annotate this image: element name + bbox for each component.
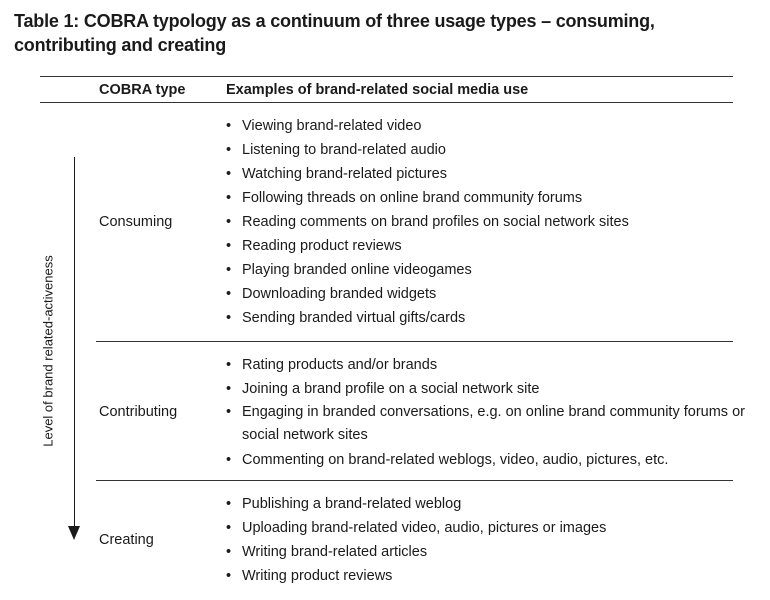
list-item: • Publishing a brand-related weblog — [226, 492, 746, 516]
bullet-icon: • — [226, 568, 232, 584]
bullet-icon: • — [226, 190, 232, 206]
arrow-down-icon — [68, 526, 80, 540]
list-item: • Joining a brand profile on a social network site — [226, 377, 746, 401]
list-item: • Following threads on online brand community forums — [226, 186, 746, 210]
list-item: • Downloading branded widgets — [226, 282, 746, 306]
bullet-icon: • — [226, 166, 232, 182]
bullet-icon: • — [226, 262, 232, 278]
bullet-icon: • — [226, 381, 232, 397]
list-item: • Watching brand-related pictures — [226, 162, 746, 186]
list-item: • Viewing brand-related video — [226, 114, 746, 138]
row-divider — [96, 480, 733, 481]
list-item: • Rating products and/or brands — [226, 353, 746, 377]
table-title: Table 1: COBRA typology as a continuum of three usage types – consuming, contributing and creating — [14, 11, 655, 55]
bullet-icon: • — [226, 452, 232, 468]
contributing-list — [226, 353, 746, 472]
list-item: • Writing brand-related articles — [226, 540, 746, 564]
bullet-icon: • — [226, 544, 232, 560]
header-cobra-type: COBRA type — [99, 82, 186, 98]
bullet-icon: • — [226, 310, 232, 326]
header-examples: Examples of brand-related social media use — [226, 82, 529, 98]
consuming-list — [226, 114, 746, 330]
list-item: • Engaging in branded conversations, e.g. on online brand community forums or social network sites — [226, 401, 746, 447]
bullet-icon: • — [226, 357, 232, 373]
header-rule — [40, 102, 733, 103]
bullet-icon: • — [226, 214, 232, 230]
bullet-icon: • — [226, 142, 232, 158]
top-rule — [40, 76, 733, 77]
list-item: • Listening to brand-related audio — [226, 138, 746, 162]
list-item: • Reading comments on brand profiles on social network sites — [226, 210, 746, 234]
list-item: • Commenting on brand-related weblogs, video, audio, pictures, etc. — [226, 448, 746, 472]
list-item: • Uploading brand-related video, audio, pictures or images — [226, 516, 746, 540]
list-item: • Writing product reviews — [226, 564, 746, 588]
bullet-icon: • — [226, 238, 232, 254]
bullet-icon: • — [226, 118, 232, 134]
bullet-icon: • — [226, 286, 232, 302]
type-creating: Creating — [99, 532, 154, 548]
list-item: • Reading product reviews — [226, 234, 746, 258]
type-contributing: Contributing — [99, 404, 178, 420]
list-item: • Playing branded online videogames — [226, 258, 746, 282]
list-item: • Sending branded virtual gifts/cards — [226, 306, 746, 330]
axis-label: Level of brand related-activeness — [40, 255, 56, 447]
bullet-icon: • — [226, 520, 232, 536]
creating-list — [226, 492, 746, 588]
row-divider — [96, 341, 733, 342]
type-consuming: Consuming — [99, 214, 173, 230]
bullet-icon: • — [226, 404, 232, 420]
bullet-icon: • — [226, 496, 232, 512]
activeness-axis-line — [74, 157, 75, 527]
